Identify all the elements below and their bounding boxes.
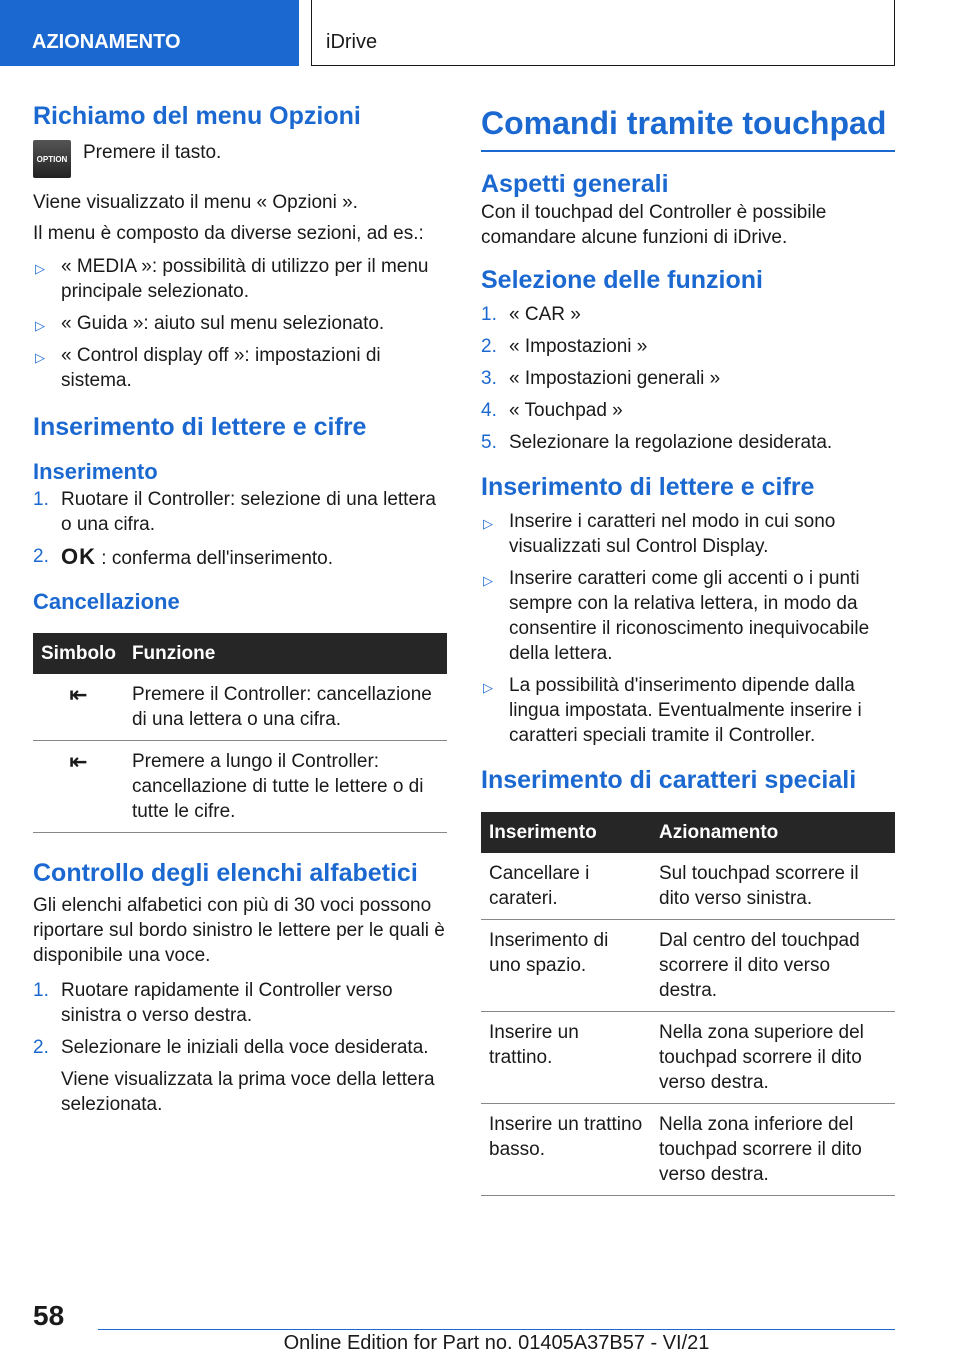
table-header: Funzione: [124, 633, 447, 674]
alpha-paragraph: Gli elenchi alfabetici con più di 30 voci possono riportare sul bordo sinistro le lettere per le quali è disponibile una voce.: [33, 895, 445, 966]
options-paragraph-2: Il menu è composto da diverse sezioni, ad es.:: [33, 223, 424, 244]
delete-icon: ⇤: [33, 674, 124, 741]
list-item: ▷ Inserire caratteri come gli accenti o i punti sempre con la relativa lettera, in modo da consentire il riconoscimento inequivocabile della lettera.: [483, 568, 870, 664]
table-row: Inserimento di uno spazio. Dal centro del touchpad scorrere il dito verso destra.: [481, 920, 895, 1012]
option-key-icon: OPTION: [33, 140, 71, 178]
table-row: ⇤ Premere a lungo il Controller: cancellazione di tutte le lettere o di tutte le cifre.: [33, 741, 447, 833]
entry-heading-right: Inserimento di lettere e cifre: [481, 473, 815, 501]
alpha-steps: [33, 978, 447, 1060]
options-paragraph-1: Viene visualizzato il menu « Opzioni ».: [33, 192, 358, 213]
triangle-bullet-icon: ▷: [35, 261, 45, 276]
list-item: ▷ « Guida »: aiuto sul menu selezionato.: [33, 311, 447, 336]
table-header: Simbolo: [33, 633, 124, 674]
delete-subheading: Cancellazione: [33, 589, 180, 614]
triangle-bullet-icon: ▷: [483, 516, 493, 531]
general-paragraph: Con il touchpad del Controller è possibile comandare alcune funzioni di iDrive.: [481, 202, 827, 248]
page-number: 58: [33, 1300, 65, 1331]
section-tab: AZIONAMENTO: [0, 0, 299, 66]
list-item: 3. « Impostazioni generali »: [481, 368, 721, 389]
table-header: Azionamento: [651, 812, 895, 853]
list-item: ▷ « Control display off »: impostazioni di sistema.: [35, 345, 381, 391]
table-row: ⇤ Premere il Controller: cancellazione di una lettera o una cifra.: [33, 674, 447, 741]
entry-bullet-list: [481, 509, 895, 748]
main-heading: Comandi tramite touchpad: [481, 104, 895, 152]
option-key-row: [33, 140, 447, 178]
table-row: Cancellare i carateri. Sul touchpad scorrere il dito verso sinistra.: [481, 853, 895, 920]
list-item: ▷ La possibilità d'inserimento dipende dalla lingua impostata. Eventualmente inserire i caratteri speciali tramite il Controller.: [483, 675, 862, 746]
select-steps: [481, 302, 895, 455]
special-heading: Inserimento di caratteri speciali: [481, 766, 857, 794]
list-item: 1. Ruotare il Controller: selezione di una lettera o una cifra.: [33, 489, 436, 535]
list-item: 2. Selezionare le iniziali della voce desiderata.: [33, 1037, 429, 1058]
list-item: 4. « Touchpad »: [481, 400, 623, 421]
option-press-text: Premere il tasto.: [83, 142, 222, 163]
alpha-note: Viene visualizzata la prima voce della lettera selezionata.: [61, 1069, 435, 1115]
entry-subheading: Inserimento: [33, 459, 158, 484]
triangle-bullet-icon: ▷: [35, 318, 45, 333]
ok-icon: OK: [61, 544, 96, 569]
list-item: 5. Selezionare la regolazione desiderata.: [481, 432, 833, 453]
table-header: Inserimento: [481, 812, 651, 853]
triangle-bullet-icon: ▷: [35, 350, 45, 365]
list-item: 2. OK : conferma dell'inserimento.: [33, 544, 334, 569]
general-heading: Aspetti generali: [481, 170, 669, 198]
delete-table: [33, 633, 447, 833]
list-item: 1. Ruotare rapidamente il Controller verso sinistra o verso destra.: [33, 980, 393, 1026]
chapter-title: iDrive: [311, 0, 895, 66]
table-row: Inserire un trattino basso. Nella zona inferiore del touchpad scorrere il dito verso destra.: [481, 1104, 895, 1196]
left-column: [33, 100, 447, 1117]
footer-edition: Online Edition for Part no. 01405A37B57 - VI/21: [98, 1329, 895, 1355]
list-item: 1. « CAR »: [481, 304, 581, 325]
list-item: ▷ « MEDIA »: possibilità di utilizzo per il menu principale selezionato.: [35, 256, 429, 302]
table-row: Inserire un trattino. Nella zona superiore del touchpad scorrere il dito verso destra.: [481, 1012, 895, 1104]
delete-icon: ⇤: [33, 741, 124, 833]
triangle-bullet-icon: ▷: [483, 573, 493, 588]
select-heading: Selezione delle funzioni: [481, 266, 763, 294]
entry-steps: [33, 487, 447, 571]
list-item: 2. « Impostazioni »: [481, 336, 648, 357]
options-heading: Richiamo del menu Opzioni: [33, 102, 361, 130]
options-bullet-list: [33, 254, 447, 393]
entry-heading: Inserimento di lettere e cifre: [33, 413, 367, 441]
special-table: [481, 812, 895, 1196]
alpha-heading: Controllo degli elenchi alfabetici: [33, 859, 418, 887]
right-column: [481, 100, 895, 1196]
triangle-bullet-icon: ▷: [483, 680, 493, 695]
list-item: ▷ Inserire i caratteri nel modo in cui sono visualizzati sul Control Display.: [483, 511, 836, 557]
